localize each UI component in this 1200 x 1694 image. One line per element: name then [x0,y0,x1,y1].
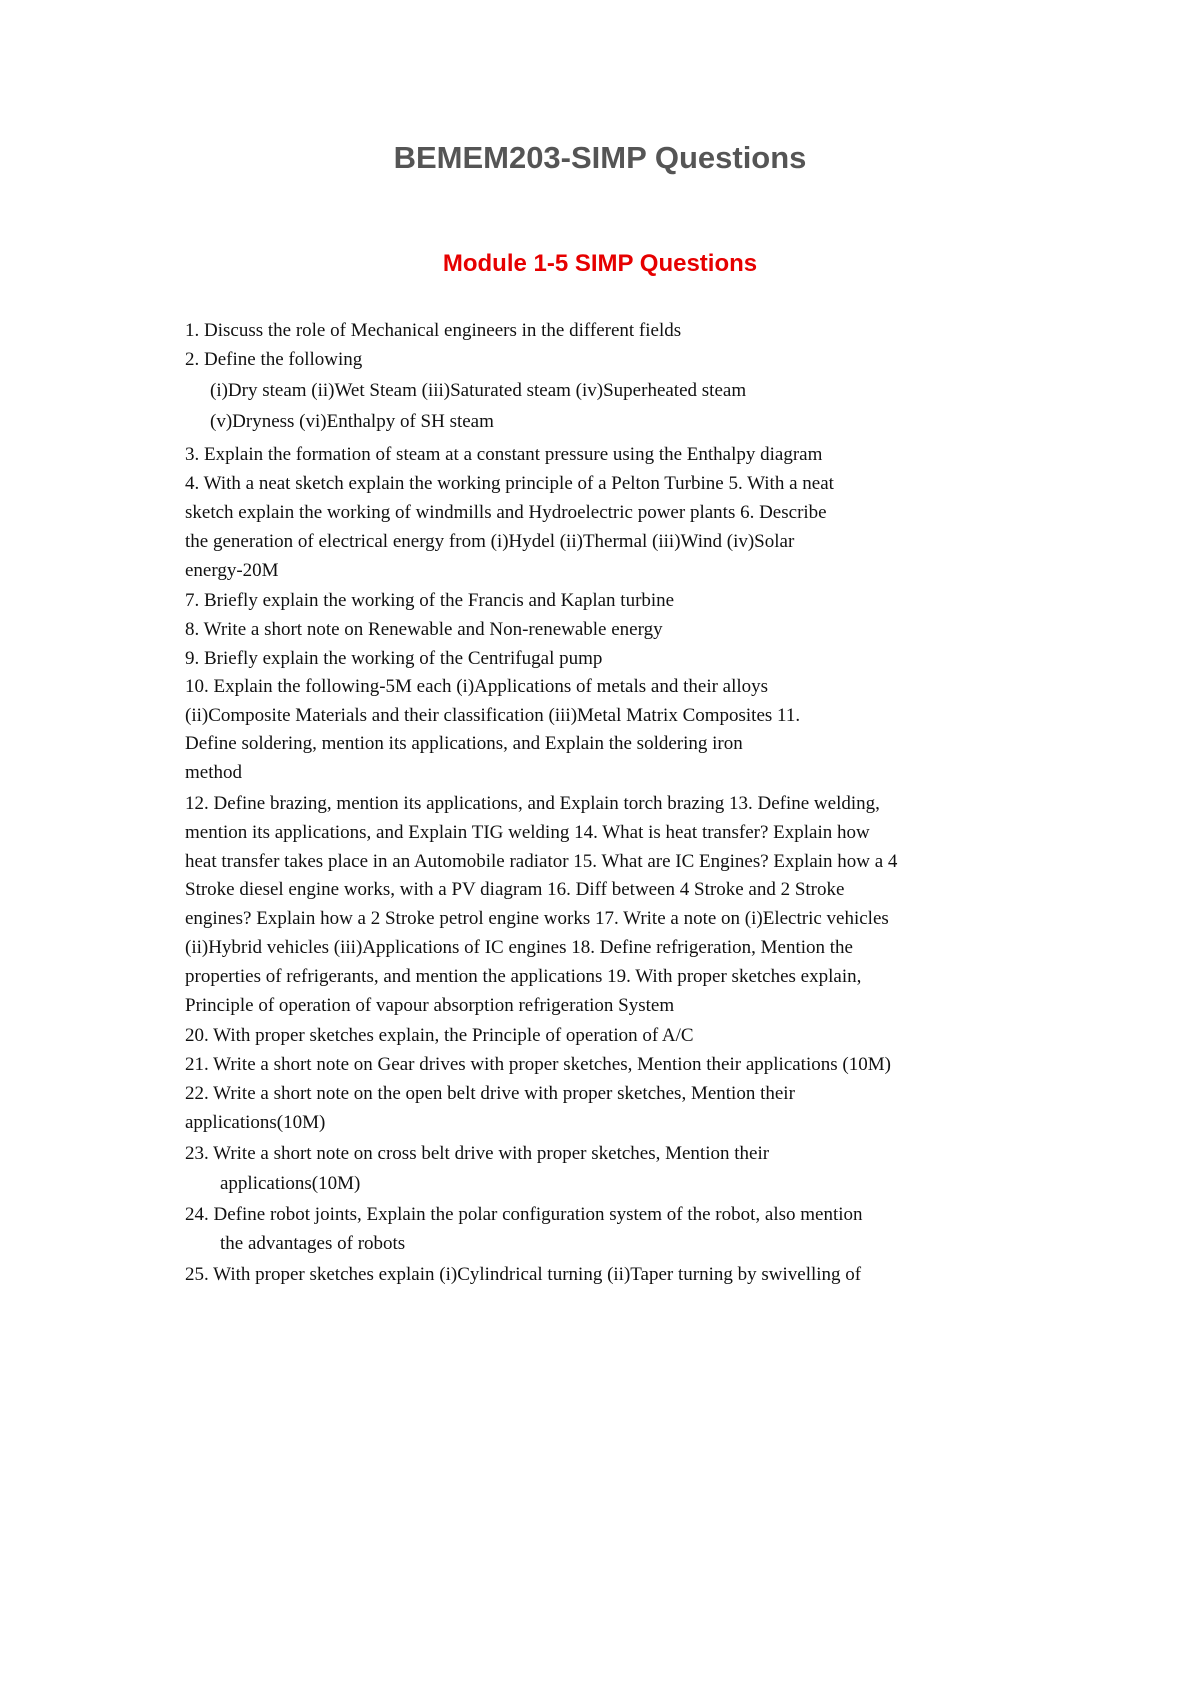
question-line: Define soldering, mention its applications, and Explain the soldering iron [185,733,743,754]
question-line: the advantages of robots [220,1233,406,1254]
question-line: applications(10M) [185,1112,326,1133]
document-title: BEMEM203-SIMP Questions [393,140,807,175]
question-line: heat transfer takes place in an Automobile radiator 15. What are IC Engines? Explain how a 4 [185,851,898,872]
question-line: 10. Explain the following-5M each (i)Applications of metals and their alloys [185,676,769,697]
question-line: engines? Explain how a 2 Stroke petrol engine works 17. Write a note on (i)Electric vehicles [185,908,889,929]
question-line: 9. Briefly explain the working of the Centrifugal pump [185,648,603,669]
question-line: 3. Explain the formation of steam at a constant pressure using the Enthalpy diagram [185,444,823,465]
question-line: applications(10M) [220,1173,361,1194]
question-line: (v)Dryness (vi)Enthalpy of SH steam [210,411,494,432]
question-line: method [185,762,242,783]
question-line: 2. Define the following [185,349,363,370]
question-line: 4. With a neat sketch explain the working principle of a Pelton Turbine 5. With a neat [185,473,834,494]
question-line: (ii)Composite Materials and their classification (iii)Metal Matrix Composites 11. [185,705,801,726]
question-line: 23. Write a short note on cross belt drive with proper sketches, Mention their [185,1143,770,1164]
module-heading: Module 1-5 SIMP Questions [442,250,758,277]
question-line: 22. Write a short note on the open belt drive with proper sketches, Mention their [185,1083,795,1104]
question-line: the generation of electrical energy from (i)Hydel (ii)Thermal (iii)Wind (iv)Solar [185,531,795,552]
question-line: mention its applications, and Explain TIG welding 14. What is heat transfer? Explain how [185,822,870,843]
question-line: energy-20M [185,560,279,581]
question-line: properties of refrigerants, and mention the applications 19. With proper sketches explain, [185,966,862,987]
question-line: Stroke diesel engine works, with a PV diagram 16. Diff between 4 Stroke and 2 Stroke [185,879,845,900]
question-line: 24. Define robot joints, Explain the polar configuration system of the robot, also mention [185,1204,863,1225]
question-line: 8. Write a short note on Renewable and Non-renewable energy [185,619,663,640]
question-line: 7. Briefly explain the working of the Francis and Kaplan turbine [185,590,675,611]
question-line: (ii)Hybrid vehicles (iii)Applications of IC engines 18. Define refrigeration, Mention the [185,937,853,958]
question-line: 12. Define brazing, mention its applications, and Explain torch brazing 13. Define welding, [185,793,880,814]
question-line: (i)Dry steam (ii)Wet Steam (iii)Saturated steam (iv)Superheated steam [210,380,747,401]
question-line: 21. Write a short note on Gear drives with proper sketches, Mention their applications (10M) [185,1054,891,1075]
question-line: 20. With proper sketches explain, the Principle of operation of A/C [185,1025,694,1046]
question-line: 25. With proper sketches explain (i)Cylindrical turning (ii)Taper turning by swivelling of [185,1264,862,1285]
question-line: Principle of operation of vapour absorption refrigeration System [185,995,675,1016]
question-line: 1. Discuss the role of Mechanical engineers in the different fields [185,320,682,341]
question-line: sketch explain the working of windmills and Hydroelectric power plants 6. Describe [185,502,827,523]
